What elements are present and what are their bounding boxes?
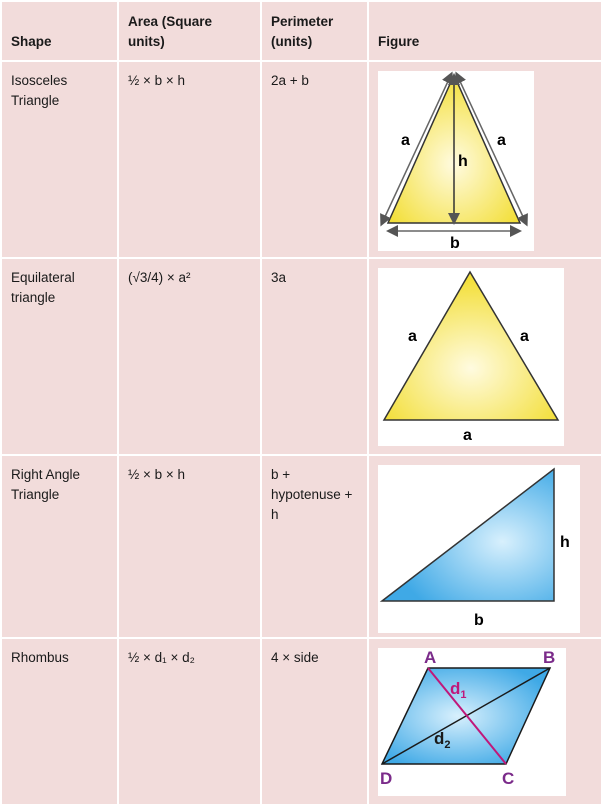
figure-cell <box>369 259 601 454</box>
area-formula: ½ × b × h <box>119 456 260 637</box>
vertex-a-label: A <box>424 648 437 667</box>
vertex-d-label: D <box>380 769 393 788</box>
side-label-left: a <box>401 132 410 149</box>
side-label-right: a <box>497 132 506 149</box>
figure-cell <box>369 456 601 637</box>
side-label-right: a <box>520 328 529 345</box>
header-area: Area (Square units) <box>119 2 260 60</box>
height-label: h <box>458 153 468 170</box>
header-perimeter: Perimeter (units) <box>262 2 367 60</box>
perimeter-formula: b + hypotenuse + h <box>262 456 367 637</box>
shape-name: Isosceles Triangle <box>2 62 117 257</box>
header-row <box>2 2 601 60</box>
area-formula: ½ × d₁ × d₂ <box>119 639 260 804</box>
isosceles-triangle-figure <box>378 71 534 251</box>
diagonal-d2-label: $d_2$ <box>434 729 451 751</box>
perimeter-formula: 3a <box>262 259 367 454</box>
table-row <box>2 639 601 804</box>
header-figure: Figure <box>369 2 601 60</box>
area-formula: ½ × b × h <box>119 62 260 257</box>
side-label-left: a <box>408 328 417 345</box>
base-label: b <box>450 235 460 251</box>
area-formula: (√3/4) × a² <box>119 259 260 454</box>
perimeter-formula: 2a + b <box>262 62 367 257</box>
height-label: h <box>560 534 570 551</box>
right-triangle-figure <box>378 465 580 633</box>
table-row <box>2 456 601 637</box>
perimeter-formula: 4 × side <box>262 639 367 804</box>
rhombus-figure <box>378 648 566 796</box>
equilateral-triangle-figure <box>378 268 564 446</box>
diagonal-d1-label: $d_1$ <box>450 679 467 701</box>
figure-cell <box>369 62 601 257</box>
figure-cell <box>369 639 601 804</box>
table-row <box>2 62 601 257</box>
vertex-b-label: B <box>543 648 556 667</box>
base-label: b <box>474 612 484 629</box>
shape-name: Equilateral triangle <box>2 259 117 454</box>
base-label: a <box>463 427 472 444</box>
shape-name: Rhombus <box>2 639 117 804</box>
shape-name: Right Angle Triangle <box>2 456 117 637</box>
table-row <box>2 259 601 454</box>
header-shape: Shape <box>2 2 117 60</box>
vertex-c-label: C <box>502 769 515 788</box>
